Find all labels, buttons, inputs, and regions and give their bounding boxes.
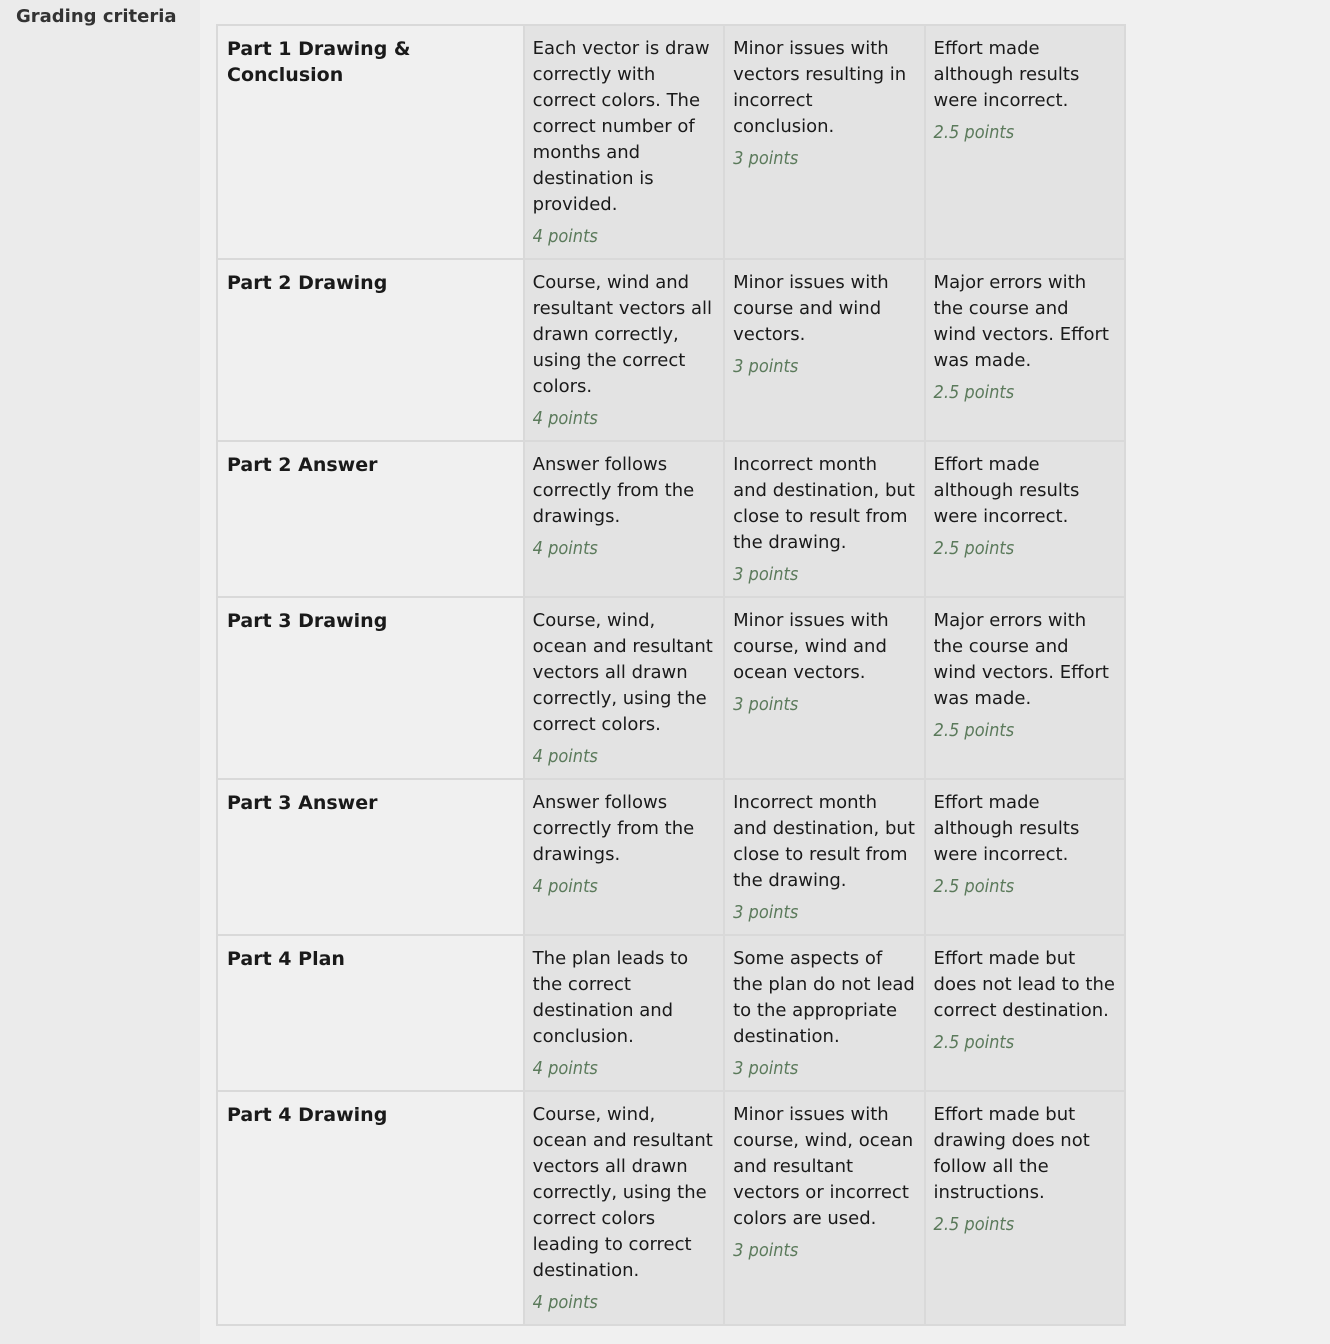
rating-description: Minor issues with course and wind vectors. (733, 272, 889, 345)
rating-description: Some aspects of the plan do not lead to the appropriate destination. (733, 948, 915, 1047)
rating-cell (524, 935, 724, 1091)
rating-points: 4 points (532, 226, 598, 247)
rubric-row (217, 597, 1125, 779)
rating-points: 4 points (532, 538, 598, 559)
rating-points: 3 points (733, 902, 799, 923)
rating-description: Effort made but drawing does not follow all the instructions. (933, 1104, 1090, 1203)
criterion-title: Part 3 Answer (217, 779, 524, 935)
rating-description: Course, wind and resultant vectors all drawn correctly, using the correct colors. (532, 272, 713, 397)
rating-points: 2.5 points (933, 382, 1015, 403)
rating-description: Minor issues with vectors resulting in incorrect conclusion. (733, 38, 907, 137)
rating-description: Course, wind, ocean and resultant vectors all drawn correctly, using the correct colors. (532, 610, 713, 735)
rating-description: Course, wind, ocean and resultant vectors all drawn correctly, using the correct colors leading to correct destination. (532, 1104, 713, 1281)
side-panel (0, 0, 200, 1344)
rating-points: 2.5 points (933, 538, 1015, 559)
rating-description: Minor issues with course, wind and ocean vectors. (733, 610, 889, 683)
criterion-title: Part 4 Plan (217, 935, 524, 1091)
rating-points: 3 points (733, 1240, 799, 1261)
rating-cell (524, 259, 724, 441)
rating-description: Effort made although results were incorrect. (933, 454, 1080, 527)
rating-cell (524, 25, 724, 259)
rating-cell (724, 25, 924, 259)
rating-cell (925, 441, 1125, 597)
rating-cell (724, 259, 924, 441)
rubric-body (217, 25, 1125, 1325)
rubric-row (217, 779, 1125, 935)
rating-description: Effort made although results were incorrect. (933, 792, 1080, 865)
rating-points: 2.5 points (933, 1214, 1015, 1235)
rating-cell (724, 1091, 924, 1325)
rubric-row (217, 259, 1125, 441)
criterion-title: Part 4 Drawing (217, 1091, 524, 1325)
rubric-row (217, 441, 1125, 597)
rating-points: 2.5 points (933, 720, 1015, 741)
grading-criteria-heading: Grading criteria (16, 6, 177, 27)
rating-cell (724, 779, 924, 935)
rating-cell (524, 597, 724, 779)
rating-points: 3 points (733, 148, 799, 169)
rating-cell (524, 1091, 724, 1325)
rating-points: 3 points (733, 694, 799, 715)
rubric-table (216, 24, 1126, 1326)
rating-points: 4 points (532, 408, 598, 429)
rating-cell (925, 597, 1125, 779)
rating-cell (724, 935, 924, 1091)
rating-description: The plan leads to the correct destination and conclusion. (532, 948, 689, 1047)
rating-points: 3 points (733, 564, 799, 585)
rating-cell (925, 259, 1125, 441)
rating-cell (925, 1091, 1125, 1325)
rating-description: Each vector is draw correctly with correct colors. The correct number of months and destination is provided. (532, 38, 710, 215)
rating-cell (724, 441, 924, 597)
rating-points: 4 points (532, 746, 598, 767)
rating-description: Incorrect month and destination, but close to result from the drawing. (733, 454, 915, 553)
rubric-row (217, 935, 1125, 1091)
rating-cell (925, 935, 1125, 1091)
rating-points: 2.5 points (933, 1032, 1015, 1053)
rating-description: Major errors with the course and wind vectors. Effort was made. (933, 272, 1109, 371)
rating-points: 3 points (733, 1058, 799, 1079)
rating-cell (925, 25, 1125, 259)
rubric-row (217, 25, 1125, 259)
rating-description: Effort made but does not lead to the correct destination. (933, 948, 1115, 1021)
criterion-title: Part 3 Drawing (217, 597, 524, 779)
rating-points: 3 points (733, 356, 799, 377)
rating-cell (524, 441, 724, 597)
rating-points: 4 points (532, 876, 598, 897)
rating-description: Effort made although results were incorrect. (933, 38, 1080, 111)
rating-cell (524, 779, 724, 935)
criterion-title: Part 2 Answer (217, 441, 524, 597)
rating-points: 2.5 points (933, 876, 1015, 897)
rating-description: Major errors with the course and wind vectors. Effort was made. (933, 610, 1109, 709)
rating-description: Answer follows correctly from the drawings. (532, 454, 695, 527)
rating-description: Minor issues with course, wind, ocean and resultant vectors or incorrect colors are used. (733, 1104, 914, 1229)
rating-points: 4 points (532, 1058, 598, 1079)
rating-points: 4 points (532, 1292, 598, 1313)
rating-description: Incorrect month and destination, but close to result from the drawing. (733, 792, 915, 891)
criterion-title: Part 2 Drawing (217, 259, 524, 441)
rating-description: Answer follows correctly from the drawings. (532, 792, 695, 865)
rating-cell (925, 779, 1125, 935)
rating-points: 2.5 points (933, 122, 1015, 143)
rating-cell (724, 597, 924, 779)
criterion-title: Part 1 Drawing & Conclusion (217, 25, 524, 259)
rubric-row (217, 1091, 1125, 1325)
